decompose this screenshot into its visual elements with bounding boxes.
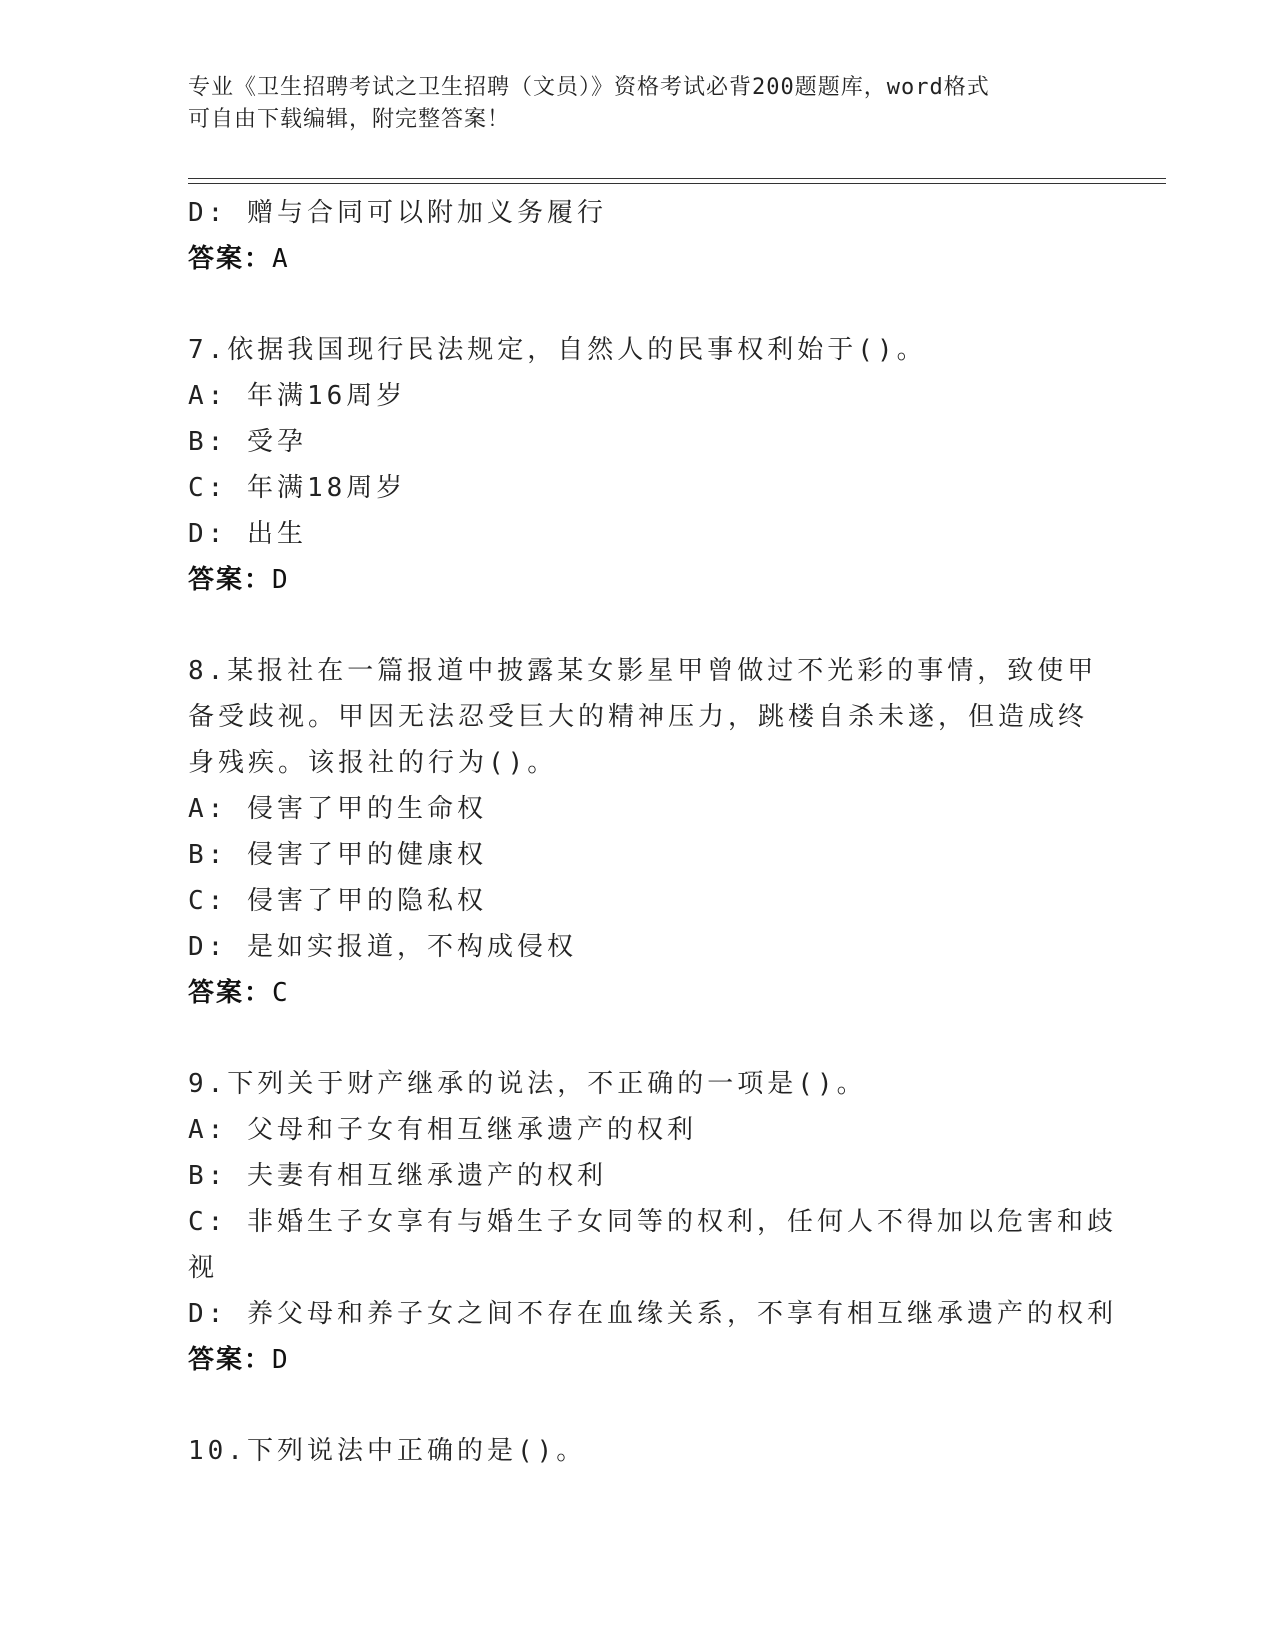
answer-value: A [272,244,288,274]
question-block [188,1428,1088,1474]
header-title-line-1: 专业《卫生招聘考试之卫生招聘（文员）》资格考试必背200题题库，word格式 [188,75,990,100]
option-line: B: 侵害了甲的健康权 [188,840,487,870]
question-stem-line: 8.某报社在一篇报道中披露某女影星甲曾做过不光彩的事情，致使甲 [188,656,1098,686]
answer-value: C [272,978,288,1008]
answer-label: 答案： [188,1345,273,1375]
option-line: D: 出生 [188,519,307,549]
document-header [188,72,1068,136]
question-stem-line: 9.下列关于财产继承的说法，不正确的一项是()。 [188,1069,867,1099]
option-line: B: 受孕 [188,427,307,457]
question-block [188,1061,1117,1383]
answer-value: D [272,1345,288,1375]
option-line: A: 年满16周岁 [188,381,407,411]
option-line: 视 [188,1253,219,1283]
answer-line [188,1337,1088,1383]
option-line: C: 非婚生子女享有与婚生子女同等的权利，任何人不得加以危害和歧 [188,1207,1117,1237]
answer-label: 答案： [188,978,273,1008]
answer-line [188,236,1088,282]
answer-value: D [272,565,288,595]
header-title-line-2: 可自由下载编辑，附完整答案！ [188,107,511,132]
question-gap [188,1016,1088,1061]
option-line: B: 夫妻有相互继承遗产的权利 [188,1161,607,1191]
option-line: D: 赠与合同可以附加义务履行 [188,198,607,228]
question-gap [188,282,1088,327]
previous-question-tail [188,190,1088,282]
question-stem-line: 身残疾。该报社的行为()。 [188,748,558,778]
option-line: A: 父母和子女有相互继承遗产的权利 [188,1115,697,1145]
question-block [188,327,1088,603]
question-stem-line: 备受歧视。甲因无法忍受巨大的精神压力，跳楼自杀未遂，但造成终 [188,702,1089,732]
question-block [188,648,1098,1016]
header-divider-bottom [188,183,1166,184]
question-stem-line: 10.下列说法中正确的是()。 [188,1436,587,1466]
question-gap [188,1383,1088,1428]
header-divider-top [188,178,1166,179]
question-content [188,190,1117,1474]
option-line: A: 侵害了甲的生命权 [188,794,487,824]
option-line: D: 养父母和养子女之间不存在血缘关系，不享有相互继承遗产的权利 [188,1299,1117,1329]
answer-label: 答案： [188,244,273,274]
option-line: D: 是如实报道，不构成侵权 [188,932,577,962]
answer-line [188,557,1088,603]
answer-line [188,970,1088,1016]
question-gap [188,603,1088,648]
question-stem-line: 7.依据我国现行民法规定，自然人的民事权利始于()。 [188,335,927,365]
question-list [188,282,1117,1474]
option-line: C: 侵害了甲的隐私权 [188,886,487,916]
option-line: C: 年满18周岁 [188,473,407,503]
answer-label: 答案： [188,565,273,595]
